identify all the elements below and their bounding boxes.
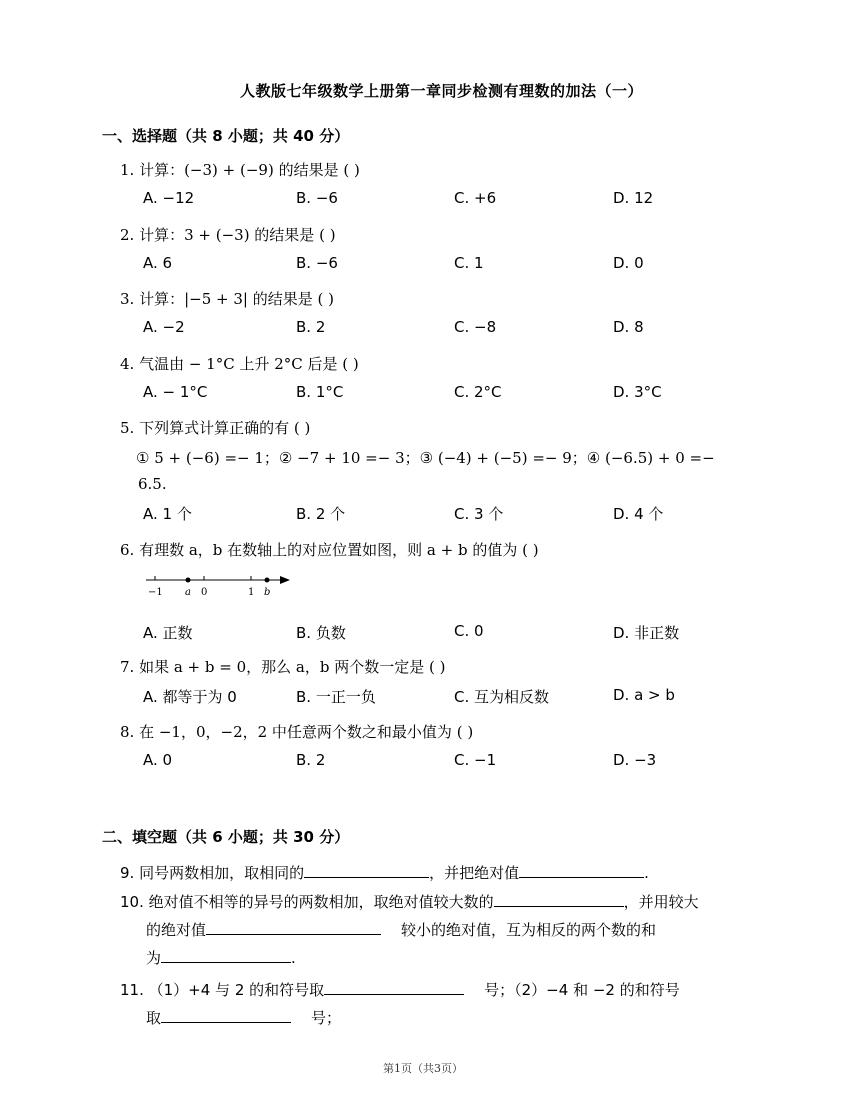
q11-text-d: 号； (311, 1009, 342, 1027)
label-minus-one: −1 (148, 587, 163, 598)
q11-text-a: 11. （1）+4 与 2 的和符号取 (120, 981, 325, 999)
question-5: 5. 下列算式计算正确的有 ( ) (120, 419, 311, 437)
q1-option-b[interactable]: B. −6 (296, 189, 338, 207)
q6-option-a[interactable]: A. 正数 (143, 624, 193, 642)
q10-blank-2[interactable] (206, 918, 381, 935)
q8-option-b[interactable]: B. 2 (296, 751, 326, 769)
number-line-arrow-icon (280, 576, 290, 584)
q7-option-d[interactable]: D. a > b (613, 686, 675, 704)
q5-option-a[interactable]: A. 1 个 (143, 505, 192, 523)
q10-blank-1[interactable] (494, 890, 624, 907)
q10-text-b: ，并用较大 (623, 893, 699, 911)
q9-blank-2[interactable] (519, 861, 644, 878)
q9-text-a: 9. 同号两数相加，取相同的 (120, 864, 305, 882)
q10-text-a: 10. 绝对值不相等的异号的两数相加，取绝对值较大数的 (120, 893, 494, 911)
page-title: 人教版七年级数学上册第一章同步检测有理数的加法（一） (240, 82, 644, 100)
q2-option-a[interactable]: A. 6 (143, 254, 173, 272)
q1-option-c[interactable]: C. +6 (454, 189, 497, 207)
q5-option-b[interactable]: B. 2 个 (296, 505, 346, 523)
q10-text-c: 的绝对值 (146, 921, 207, 939)
question-6: 6. 有理数 a，b 在数轴上的对应位置如图，则 a + b 的值为 ( ) (120, 541, 539, 559)
question-11-line-1 (120, 978, 680, 1000)
q10-text-f: . (291, 949, 296, 967)
q6-option-c[interactable]: C. 0 (454, 622, 484, 640)
label-one: 1 (248, 587, 255, 598)
question-8: 8. 在 −1，0，−2，2 中任意两个数之和最小值为 ( ) (120, 723, 474, 741)
question-10-line-1 (120, 890, 699, 912)
q10-text-d: 较小的绝对值，互为相反的两个数的和 (401, 921, 657, 939)
q9-text-b: ，并把绝对值 (429, 864, 520, 882)
q6-option-d[interactable]: D. 非正数 (613, 624, 680, 642)
point-b (265, 578, 270, 583)
q1-option-a[interactable]: A. −12 (143, 189, 195, 207)
question-3: 3. 计算：|−5 + 3| 的结果是 ( ) (120, 290, 334, 308)
q3-option-c[interactable]: C. −8 (454, 318, 497, 336)
q7-option-a[interactable]: A. 都等于为 0 (143, 688, 237, 706)
point-a (186, 578, 191, 583)
q9-text-c: . (644, 864, 649, 882)
q4-option-a[interactable]: A. − 1°C (143, 383, 208, 401)
question-11-line-2 (146, 1006, 341, 1028)
q8-option-c[interactable]: C. −1 (454, 751, 497, 769)
q10-text-e: 为 (146, 949, 162, 967)
question-5-statements-cont: 6.5. (138, 475, 167, 493)
q1-option-d[interactable]: D. 12 (613, 189, 654, 207)
q6-option-b[interactable]: B. 负数 (296, 624, 346, 642)
q8-option-a[interactable]: A. 0 (143, 751, 173, 769)
question-5-statements: ① 5 + (−6) =− 1；② −7 + 10 =− 3；③ (−4) + (−5) =− 9；④ (−6.5) + 0 =− (136, 449, 715, 467)
question-9 (120, 861, 649, 883)
q2-option-c[interactable]: C. 1 (454, 254, 484, 272)
q11-text-c: 取 (146, 1009, 162, 1027)
q10-blank-3[interactable] (161, 946, 291, 963)
label-b: b (264, 587, 271, 598)
q7-option-c[interactable]: C. 互为相反数 (454, 688, 550, 706)
q2-option-d[interactable]: D. 0 (613, 254, 644, 272)
q3-option-a[interactable]: A. −2 (143, 318, 185, 336)
q3-option-b[interactable]: B. 2 (296, 318, 326, 336)
q5-option-d[interactable]: D. 4 个 (613, 505, 664, 523)
question-4: 4. 气温由 − 1°C 上升 2°C 后是 ( ) (120, 355, 359, 373)
label-a: a (185, 587, 191, 598)
label-zero: 0 (201, 587, 208, 598)
question-1: 1. 计算：(−3) + (−9) 的结果是 ( ) (120, 161, 360, 179)
q2-option-b[interactable]: B. −6 (296, 254, 338, 272)
number-line-figure (140, 570, 300, 602)
section-heading-fill: 二、填空题（共 6 小题；共 30 分） (102, 828, 350, 846)
question-10-line-3 (146, 946, 296, 968)
q4-option-d[interactable]: D. 3°C (613, 383, 662, 401)
q8-option-d[interactable]: D. −3 (613, 751, 657, 769)
q4-option-b[interactable]: B. 1°C (296, 383, 344, 401)
q5-option-c[interactable]: C. 3 个 (454, 505, 504, 523)
q3-option-d[interactable]: D. 8 (613, 318, 644, 336)
question-7: 7. 如果 a + b = 0，那么 a，b 两个数一定是 ( ) (120, 658, 446, 676)
question-2: 2. 计算：3 + (−3) 的结果是 ( ) (120, 226, 336, 244)
question-10-line-2 (146, 918, 656, 940)
q11-blank-1[interactable] (324, 978, 464, 995)
q11-blank-2[interactable] (161, 1006, 291, 1023)
q9-blank-1[interactable] (304, 861, 429, 878)
q7-option-b[interactable]: B. 一正一负 (296, 688, 376, 706)
section-heading-choice: 一、选择题（共 8 小题；共 40 分） (102, 127, 350, 145)
q4-option-c[interactable]: C. 2°C (454, 383, 502, 401)
page-footer: 第1页（共3页） (383, 1062, 463, 1075)
q11-text-b: 号；（2）−4 和 −2 的和符号 (484, 981, 680, 999)
